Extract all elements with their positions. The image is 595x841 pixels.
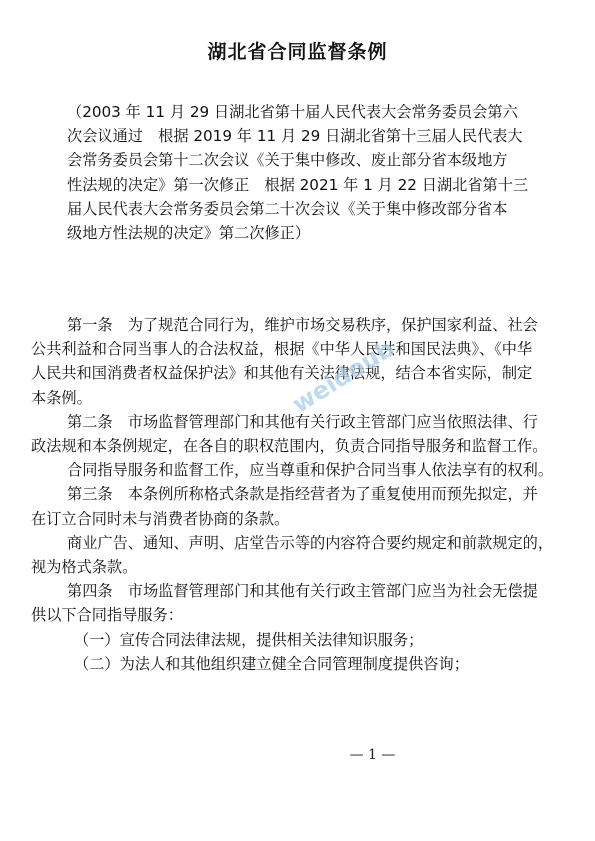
article-4-item-1 xyxy=(67,628,562,652)
article-1 xyxy=(31,313,562,410)
meta-line: 届人民代表大会常务委员会第二十次会议《关于集中修改部分省本 xyxy=(67,199,508,218)
article-3 xyxy=(31,482,562,530)
meta-line: （2003 年 11 月 29 日湖北省第十届人民代表大会常务委员会第六 xyxy=(67,103,518,121)
list-item: （一）宣传合同法律法规，提供相关法律知识服务； xyxy=(74,630,424,649)
article-line: 第四条 市场监督管理部门和其他有关行政主管部门应当为社会无偿提 xyxy=(67,582,538,601)
article-4 xyxy=(31,579,562,627)
page-number: — 1 — xyxy=(349,747,396,763)
adoption-history xyxy=(67,100,537,245)
article-line: 供以下合同指导服务： xyxy=(31,606,183,625)
article-4-item-2 xyxy=(67,652,562,676)
article-line: 第二条 市场监督管理部门和其他有关行政主管部门应当依照法律、行 xyxy=(67,412,538,431)
article-line: 在订立合同时未与消费者协商的条款。 xyxy=(31,509,290,528)
meta-line: 会常务委员会第十二次会议《关于集中修改、废止部分省本级地方 xyxy=(67,151,508,170)
meta-line: 性法规的决定》第一次修正 根据 2021 年 1 月 22 日湖北省第十三 xyxy=(67,175,529,194)
article-line: 第三条 本条例所称格式条款是指经营者为了重复使用而预先拟定，并 xyxy=(67,485,538,504)
regulation-body xyxy=(31,313,562,676)
article-line: 本条例。 xyxy=(31,388,92,407)
list-item: （二）为法人和其他组织建立健全合同管理制度提供咨询； xyxy=(74,654,469,673)
article-3-paragraph-2 xyxy=(31,531,562,579)
meta-line: 次会议通过 根据 2019 年 11 月 29 日湖北省第十三届人民代表大 xyxy=(67,127,523,146)
article-line: 人民共和国消费者权益保护法》和其他有关法律法规，结合本省实际，制定 xyxy=(31,364,533,383)
article-line: 政法规和本条例规定，在各自的职权范围内，负责合同指导服务和监督工作。 xyxy=(31,437,548,456)
article-2 xyxy=(31,410,562,458)
watermark-logo: weidoub xyxy=(287,334,400,419)
article-line: 合同指导服务和监督工作，应当尊重和保护合同当事人依法享有的权利。 xyxy=(67,461,553,480)
article-line: 商业广告、通知、声明、店堂告示等的内容符合要约规定和前款规定的， xyxy=(67,533,553,552)
article-line: 公共利益和合同当事人的合法权益，根据《中华人民共和国民法典》、《中华 xyxy=(31,340,533,359)
article-line: 视为格式条款。 xyxy=(31,558,138,577)
document-title: 湖北省合同监督条例 xyxy=(207,41,388,63)
meta-line: 级地方性法规的决定》第二次修正） xyxy=(67,224,310,243)
article-line: 第一条 为了规范合同行为，维护市场交易秩序，保护国家利益、社会 xyxy=(67,316,538,334)
article-2-paragraph-2 xyxy=(67,458,562,482)
